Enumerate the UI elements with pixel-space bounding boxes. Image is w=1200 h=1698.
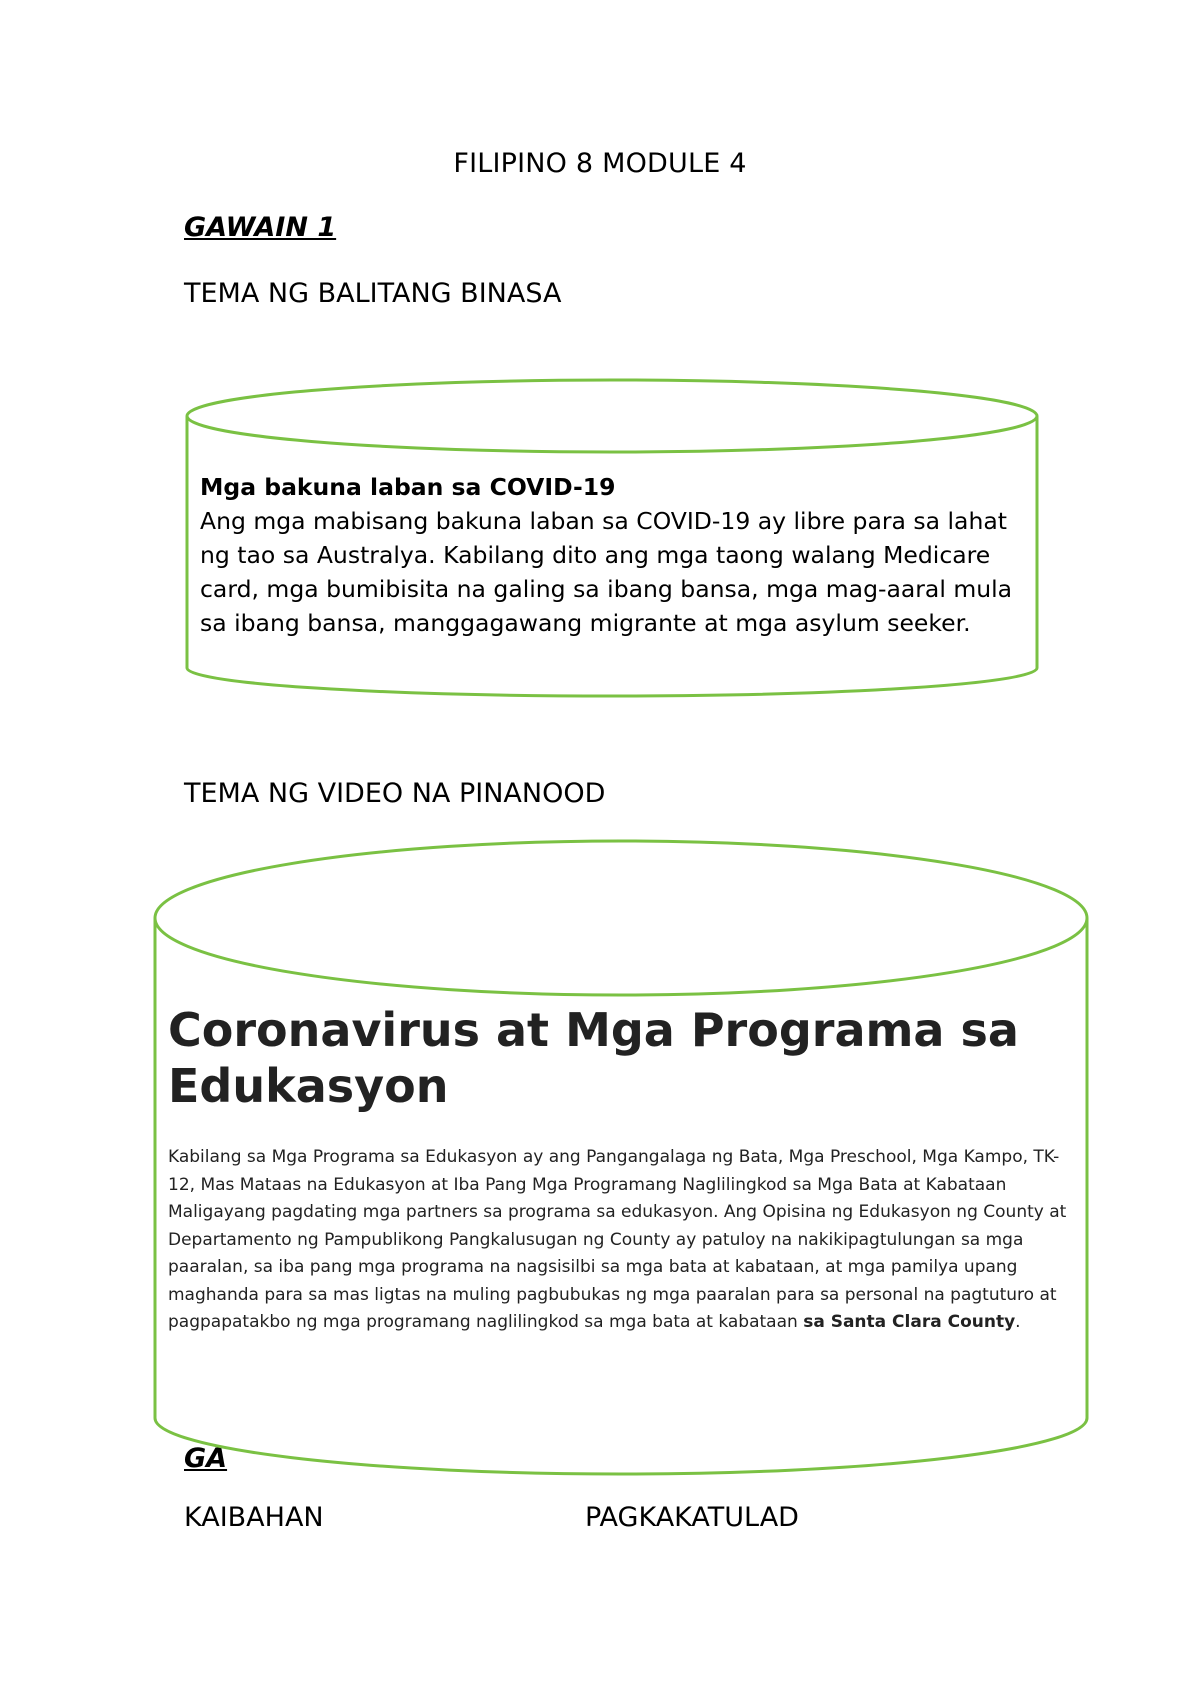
video-box-period: . (1015, 1312, 1021, 1332)
video-box-paragraph-2 (168, 1199, 1078, 1337)
video-box-paragraph-1: Kabilang sa Mga Programa sa Edukasyon ay ang Pangangalaga ng Bata, Mga Preschool, Mga Kampo, TK-12, Mas Mataas na Edukasyon at Iba Pang Mga Programang Naglilingkod sa Mga Bata at Kabataan (168, 1147, 1060, 1195)
difference-label: KAIBAHAN (184, 1502, 324, 1533)
news-box-title: Mga bakuna laban sa COVID-19 (200, 473, 616, 501)
video-box-paragraph-2-text: Maligayang pagdating mga partners sa programa sa edukasyon. Ang Opisina ng Edukasyon ng County at Departamento ng Pampublikong Pangkalusugan ng County ay patuloy na nakikipagtulungan sa mga paaralan, sa iba pang mga programa na nagsisilbi sa mga bata at kabataan, at mga pamilya upang maghanda para sa mas ligtas na muling pagbubukas ng mga paaralan para sa personal na pagtuturo at pagpapatakbo ng mga programang naglilingkod sa mga bata at kabataan (168, 1202, 1067, 1332)
similarity-label: PAGKAKATULAD (585, 1502, 799, 1533)
video-cylinder-top (155, 841, 1087, 995)
video-box-title: Coronavirus at Mga Programa sa Edukasyon (168, 1003, 1019, 1113)
news-box-body: Ang mga mabisang bakuna laban sa COVID-19 ay libre para sa lahat ng tao sa Australya. Kabilang dito ang mga taong walang Medicare card, mga bumibisita na galing sa ibang bansa, mga mag-aaral mula sa ibang bansa, manggagawang migrante at mga asylum seeker. (200, 507, 1013, 637)
page-title: FILIPINO 8 MODULE 4 (453, 148, 747, 179)
video-box-body (168, 1144, 1078, 1337)
news-theme-label: TEMA NG BALITANG BINASA (184, 278, 562, 309)
video-box-location: sa Santa Clara County (803, 1312, 1016, 1332)
activity-2-heading: GA (184, 1443, 228, 1474)
video-theme-label: TEMA NG VIDEO NA PINANOOD (184, 778, 606, 809)
activity-heading: GAWAIN 1 (184, 212, 337, 243)
